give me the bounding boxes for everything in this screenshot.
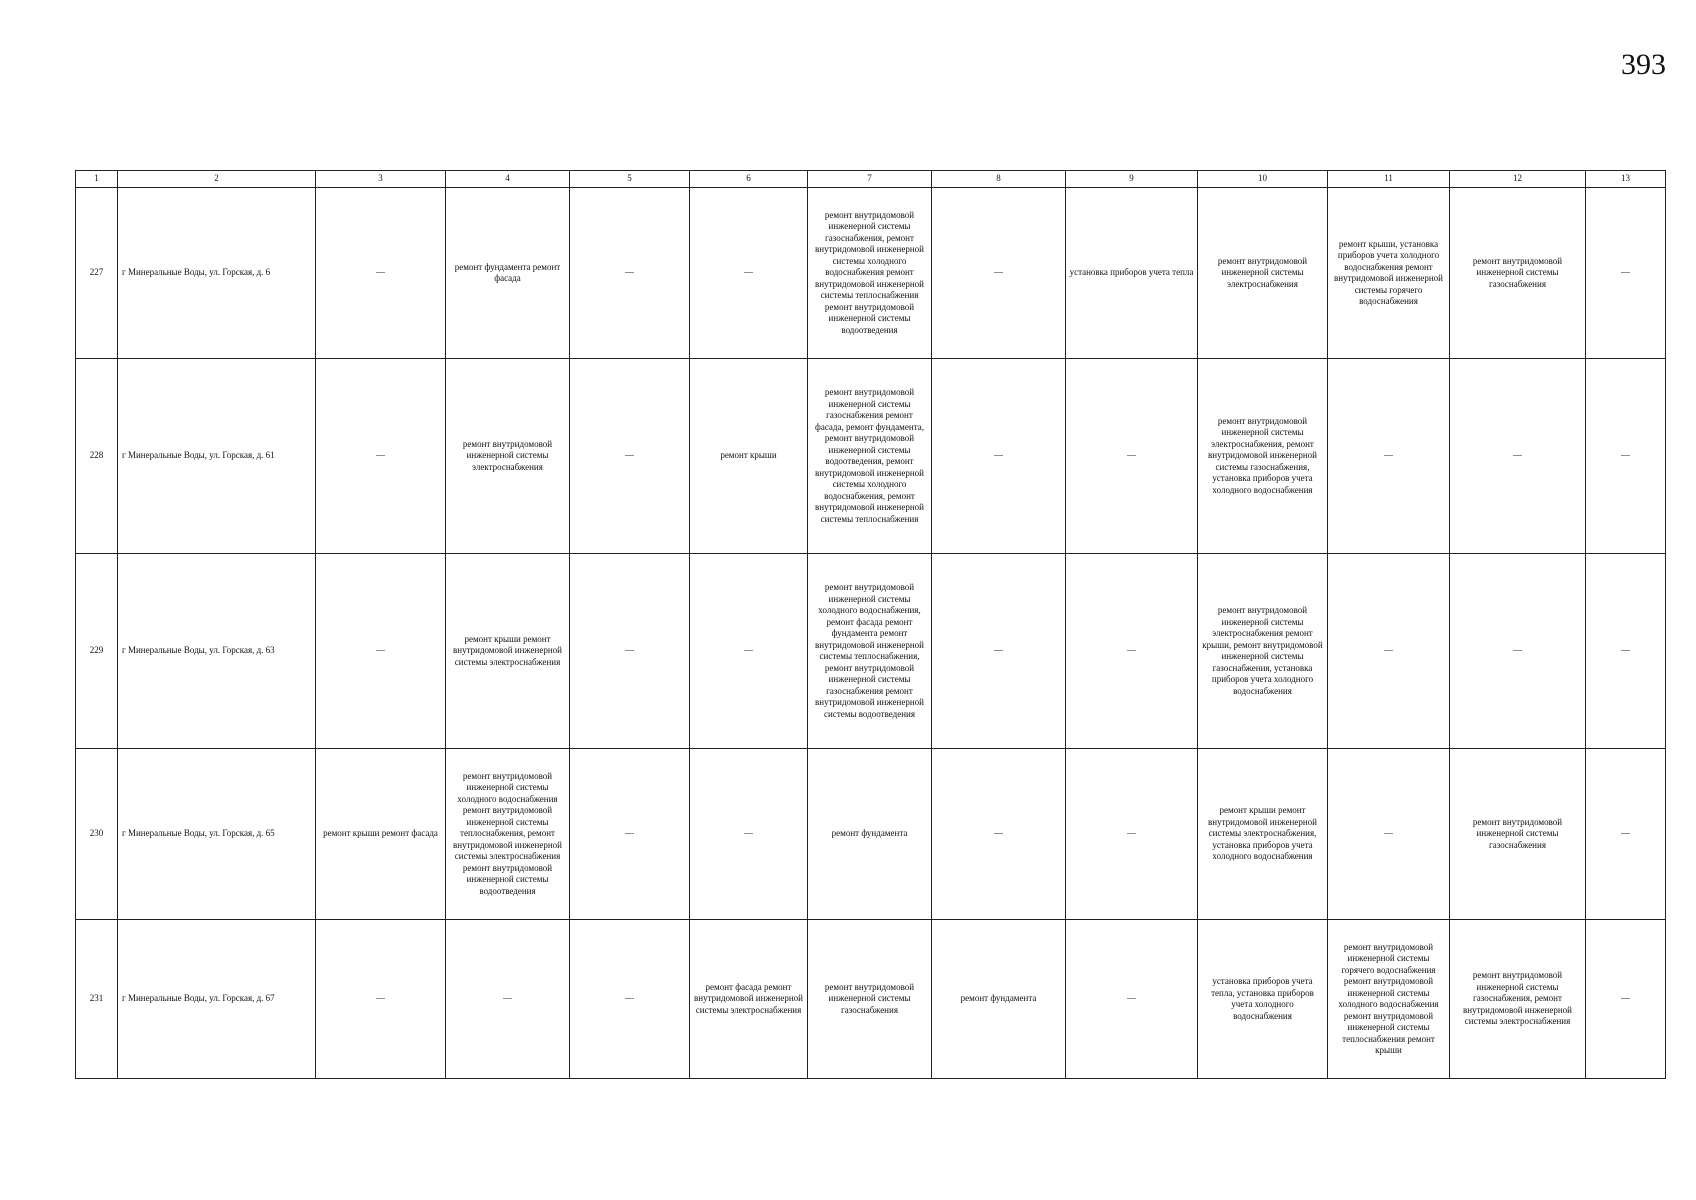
address-cell: г Минеральные Воды, ул. Горская, д. 65 xyxy=(118,749,316,920)
table-cell: — xyxy=(570,359,690,554)
table-cell: — xyxy=(932,749,1066,920)
table-cell: — xyxy=(570,554,690,749)
table-cell: — xyxy=(1586,749,1666,920)
table-cell: установка приборов учета тепла, установка приборов учета холодного водоснабжения xyxy=(1198,920,1328,1079)
table-cell: ремонт крыши ремонт фасада xyxy=(316,749,446,920)
table-cell: — xyxy=(570,188,690,359)
table-row xyxy=(76,749,1666,920)
repair-schedule-table xyxy=(75,170,1666,1079)
table-cell: — xyxy=(690,749,808,920)
table-cell: — xyxy=(1450,554,1586,749)
table-cell: — xyxy=(1586,920,1666,1079)
table-cell: ремонт внутридомовой инженерной системы электроснабжения xyxy=(446,359,570,554)
table-cell: ремонт внутридомовой инженерной системы холодного водоснабжения ремонт внутридомовой инженерной системы теплоснабжения, ремонт внутридомовой инженерной системы электроснабжения ремонт внутридомовой инженерной системы водоотведения xyxy=(446,749,570,920)
table-cell: ремонт внутридомовой инженерной системы газоснабжения xyxy=(1450,188,1586,359)
column-header: 1 xyxy=(76,171,118,188)
table-cell: — xyxy=(1328,554,1450,749)
table-cell: — xyxy=(1066,554,1198,749)
table-cell: — xyxy=(316,188,446,359)
address-cell: г Минеральные Воды, ул. Горская, д. 6 xyxy=(118,188,316,359)
table-cell: — xyxy=(932,359,1066,554)
table-row xyxy=(76,554,1666,749)
table-cell: — xyxy=(1328,359,1450,554)
column-number-header-row xyxy=(76,171,1666,188)
table-cell: — xyxy=(570,920,690,1079)
row-number: 231 xyxy=(76,920,118,1079)
table-cell: ремонт внутридомовой инженерной системы газоснабжения ремонт фасада, ремонт фундамента, ремонт внутридомовой инженерной системы водоотведения, ремонт внутридомовой инженерной системы холодного водоснабжения, ремонт внутридомовой инженерной системы теплоснабжения xyxy=(808,359,932,554)
address-cell: г Минеральные Воды, ул. Горская, д. 61 xyxy=(118,359,316,554)
table-cell: — xyxy=(1066,749,1198,920)
table-cell: ремонт внутридомовой инженерной системы холодного водоснабжения, ремонт фасада ремонт фундамента ремонт внутридомовой инженерной системы теплоснабжения, ремонт внутридомовой инженерной системы газоснабжения ремонт внутридомовой инженерной системы водоотведения xyxy=(808,554,932,749)
table-cell: ремонт внутридомовой инженерной системы горячего водоснабжения ремонт внутридомовой инженерной системы холодного водоснабжения ремонт внутридомовой инженерной системы теплоснабжения ремонт крыши xyxy=(1328,920,1450,1079)
row-number: 228 xyxy=(76,359,118,554)
table-row xyxy=(76,920,1666,1079)
table-cell: ремонт фундамента xyxy=(932,920,1066,1079)
page-number: 393 xyxy=(1621,48,1666,81)
table-cell: — xyxy=(690,188,808,359)
table-cell: ремонт крыши xyxy=(690,359,808,554)
table-cell: ремонт внутридомовой инженерной системы газоснабжения, ремонт внутридомовой инженерной системы электроснабжения xyxy=(1450,920,1586,1079)
table-cell: — xyxy=(1586,554,1666,749)
table-cell: ремонт крыши ремонт внутридомовой инженерной системы электроснабжения xyxy=(446,554,570,749)
row-number: 229 xyxy=(76,554,118,749)
table-cell: установка приборов учета тепла xyxy=(1066,188,1198,359)
table-cell: — xyxy=(316,359,446,554)
table-cell: — xyxy=(932,188,1066,359)
table-cell: — xyxy=(1066,359,1198,554)
row-number: 230 xyxy=(76,749,118,920)
table-cell: — xyxy=(570,749,690,920)
table-cell: ремонт фундамента ремонт фасада xyxy=(446,188,570,359)
table-cell: ремонт внутридомовой инженерной системы электроснабжения, ремонт внутридомовой инженерной системы газоснабжения, установка приборов учета холодного водоснабжения xyxy=(1198,359,1328,554)
table-cell: ремонт фасада ремонт внутридомовой инженерной системы электроснабжения xyxy=(690,920,808,1079)
table-cell: ремонт внутридомовой инженерной системы электроснабжения ремонт крыши, ремонт внутридомовой инженерной системы газоснабжения, установка приборов учета холодного водоснабжения xyxy=(1198,554,1328,749)
column-header: 8 xyxy=(932,171,1066,188)
address-cell: г Минеральные Воды, ул. Горская, д. 67 xyxy=(118,920,316,1079)
column-header: 4 xyxy=(446,171,570,188)
table-cell: — xyxy=(1328,749,1450,920)
table-cell: — xyxy=(1586,188,1666,359)
table-cell: ремонт внутридомовой инженерной системы газоснабжения, ремонт внутридомовой инженерной системы холодного водоснабжения ремонт внутридомовой инженерной системы теплоснабжения ремонт внутридомовой инженерной системы водоотведения xyxy=(808,188,932,359)
column-header: 11 xyxy=(1328,171,1450,188)
table-cell: ремонт внутридомовой инженерной системы газоснабжения xyxy=(808,920,932,1079)
table-cell: ремонт крыши, установка приборов учета холодного водоснабжения ремонт внутридомовой инженерной системы горячего водоснабжения xyxy=(1328,188,1450,359)
table-cell: ремонт фундамента xyxy=(808,749,932,920)
column-header: 12 xyxy=(1450,171,1586,188)
table-cell: — xyxy=(316,920,446,1079)
row-number: 227 xyxy=(76,188,118,359)
table-cell: — xyxy=(1450,359,1586,554)
table-cell: — xyxy=(316,554,446,749)
column-header: 9 xyxy=(1066,171,1198,188)
column-header: 3 xyxy=(316,171,446,188)
table-row xyxy=(76,359,1666,554)
table-cell: — xyxy=(446,920,570,1079)
table-cell: — xyxy=(1586,359,1666,554)
column-header: 6 xyxy=(690,171,808,188)
table-cell: — xyxy=(932,554,1066,749)
table-cell: ремонт внутридомовой инженерной системы электроснабжения xyxy=(1198,188,1328,359)
table-row xyxy=(76,188,1666,359)
column-header: 13 xyxy=(1586,171,1666,188)
column-header: 7 xyxy=(808,171,932,188)
column-header: 2 xyxy=(118,171,316,188)
column-header: 5 xyxy=(570,171,690,188)
table-cell: — xyxy=(690,554,808,749)
table-cell: — xyxy=(1066,920,1198,1079)
table-cell: ремонт внутридомовой инженерной системы газоснабжения xyxy=(1450,749,1586,920)
column-header: 10 xyxy=(1198,171,1328,188)
address-cell: г Минеральные Воды, ул. Горская, д. 63 xyxy=(118,554,316,749)
table-cell: ремонт крыши ремонт внутридомовой инженерной системы электроснабжения, установка приборов учета холодного водоснабжения xyxy=(1198,749,1328,920)
